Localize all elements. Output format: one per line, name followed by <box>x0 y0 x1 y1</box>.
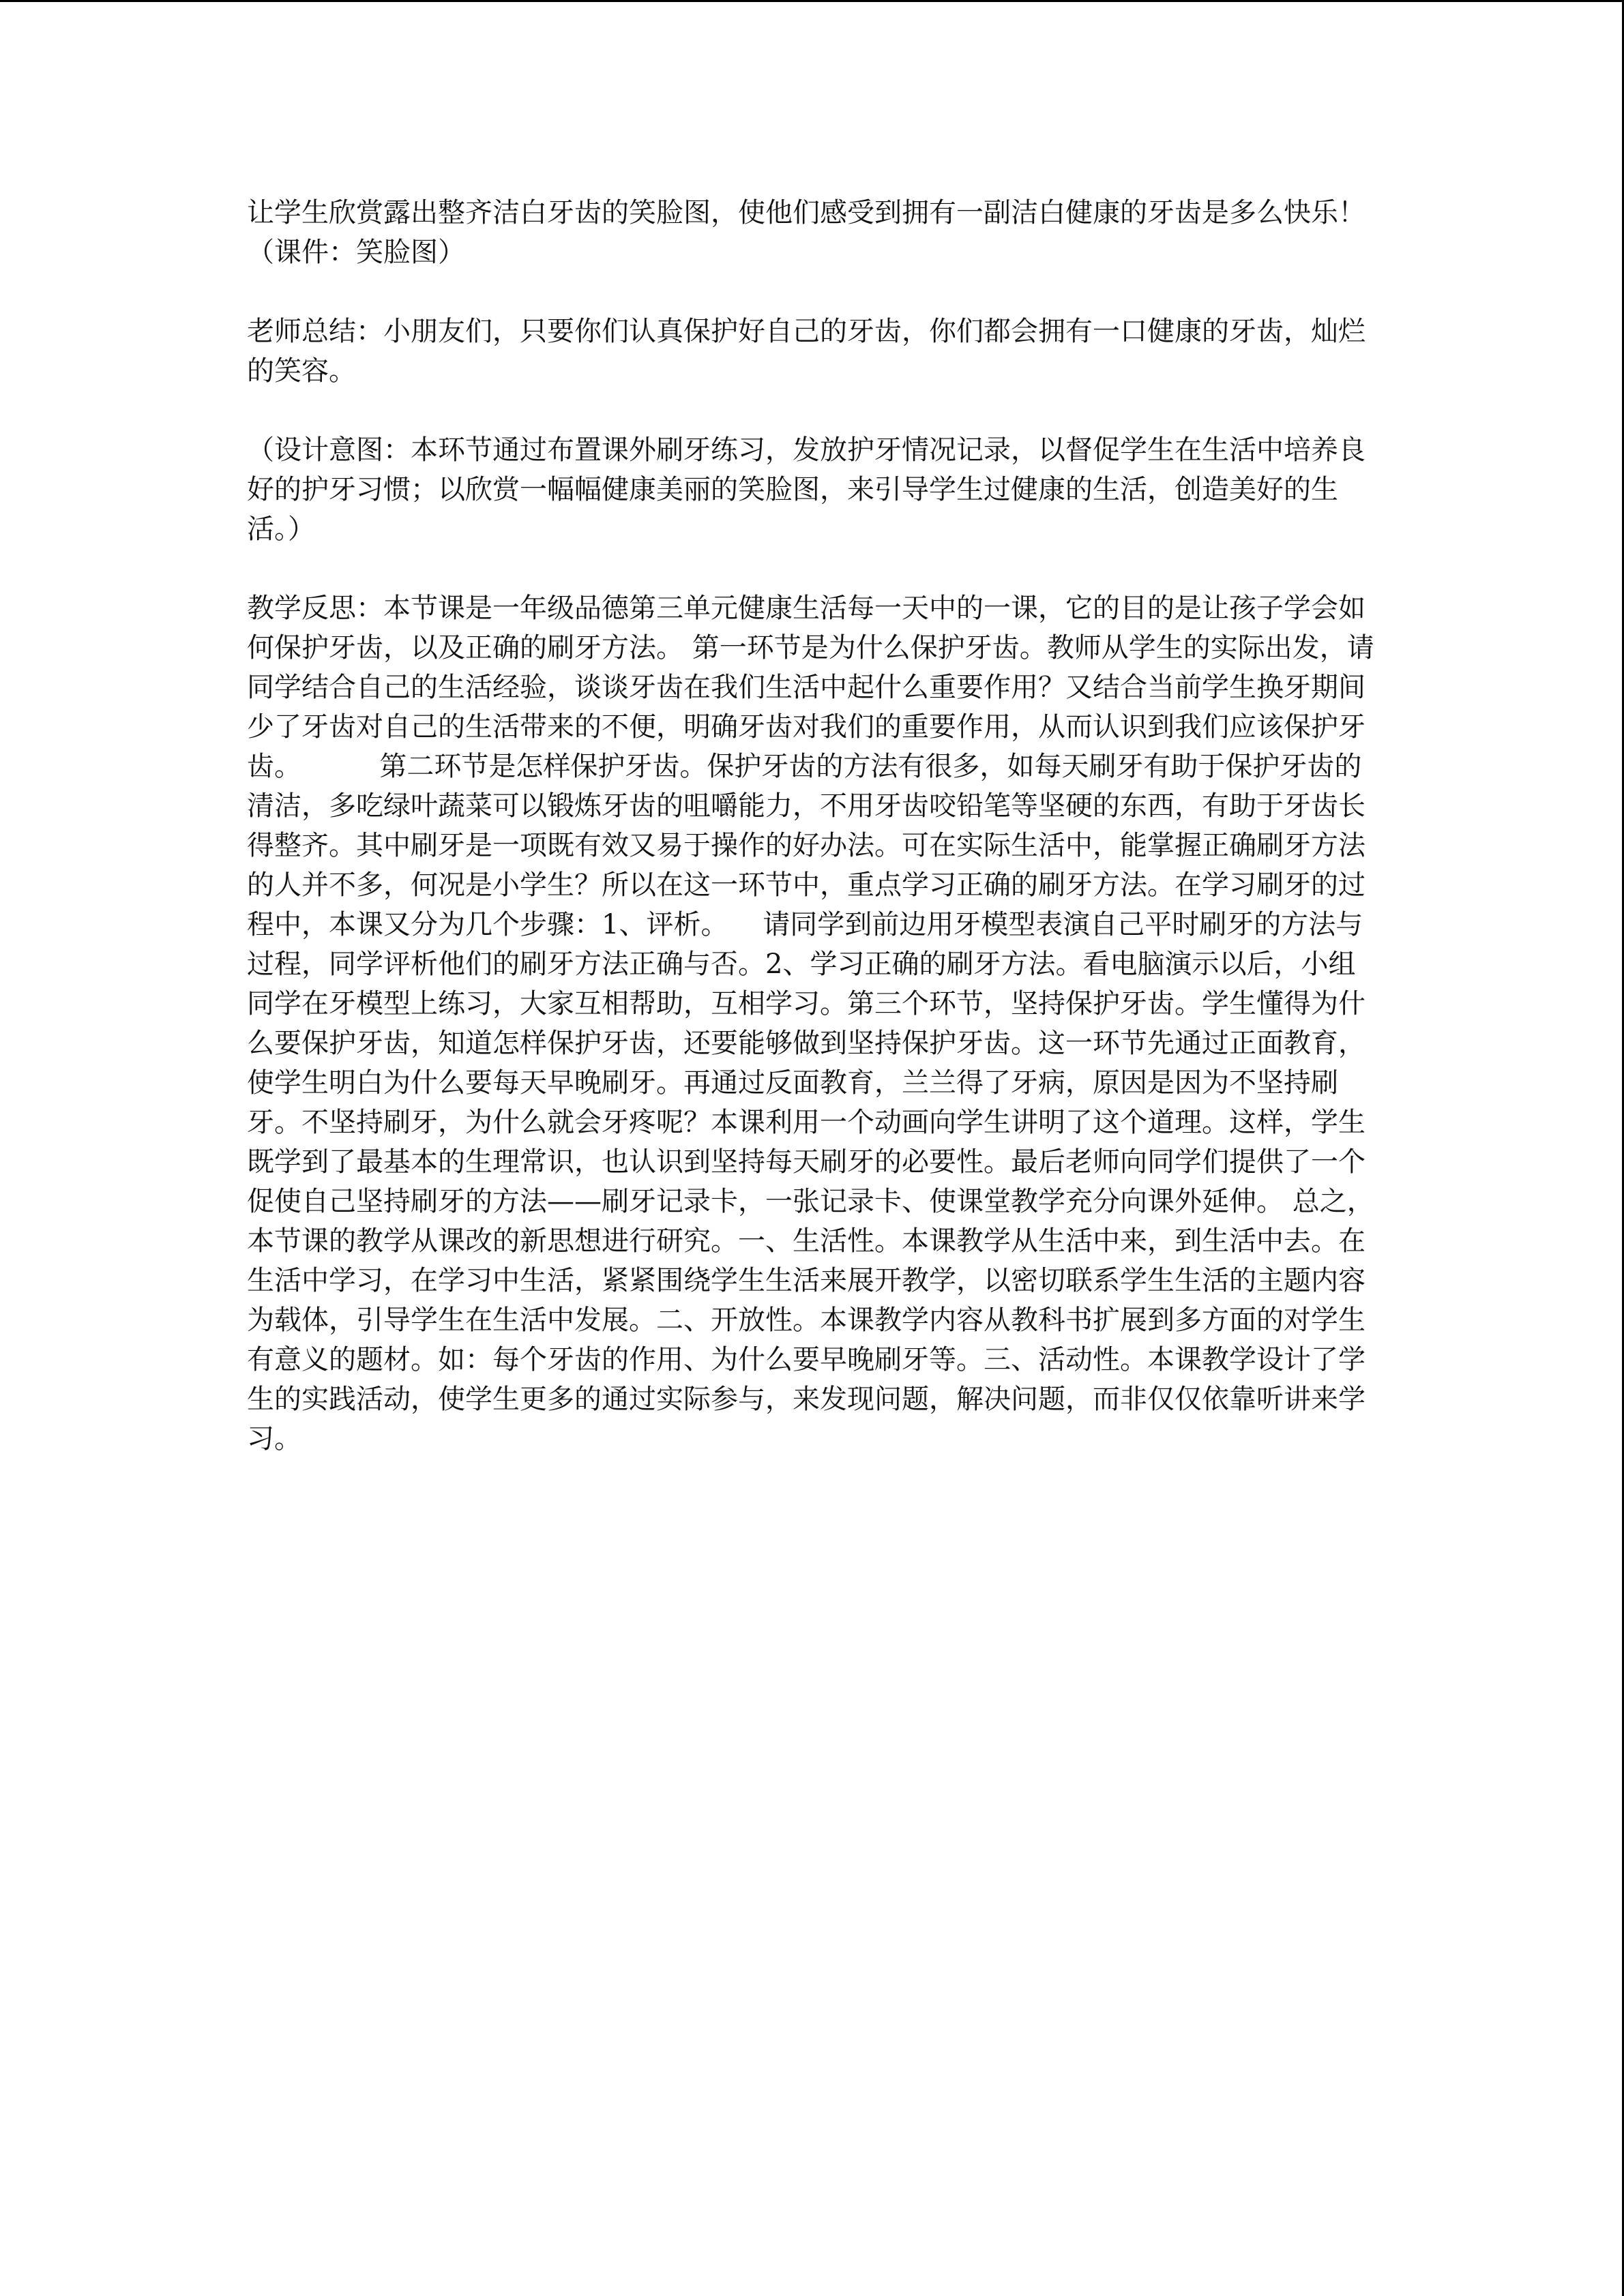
paragraph-gap <box>247 391 1383 430</box>
paragraph-gap <box>247 272 1383 312</box>
document-body <box>247 193 1383 1459</box>
paragraph-teaching-reflection: 教学反思：本节课是一年级品德第三单元健康生活每一天中的一课，它的目的是让孩子学会如何保护牙齿，以及正确的刷牙方法。 第一环节是为什么保护牙齿。教师从学生的实际出发，请同学结合自己的生活经验，谈谈牙齿在我们生活中起什么重要作用？又结合当前学生换牙期间少了牙齿对自己的生活带来的不便，明确牙齿对我们的重要作用，从而认识到我们应该保护牙齿。 第二环节是怎样保护牙齿。保护牙齿的方法有很多，如每天刷牙有助于保护牙齿的清洁，多吃绿叶蔬菜可以锻炼牙齿的咀嚼能力，不用牙齿咬铅笔等坚硬的东西，有助于牙齿长得整齐。其中刷牙是一项既有效又易于操作的好办法。可在实际生活中，能掌握正确刷牙方法的人并不多，何况是小学生？所以在这一环节中，重点学习正确的刷牙方法。在学习刷牙的过程中，本课又分为几个步骤：1、评析。 请同学到前边用牙模型表演自己平时刷牙的方法与过程，同学评析他们的刷牙方法正确与否。2、学习正确的刷牙方法。看电脑演示以后，小组同学在牙模型上练习，大家互相帮助，互相学习。第三个环节，坚持保护牙齿。学生懂得为什么要保护牙齿，知道怎样保护牙齿，还要能够做到坚持保护牙齿。这一环节先通过正面教育，使学生明白为什么要每天早晚刷牙。再通过反面教育，兰兰得了牙病，原因是因为不坚持刷牙。不坚持刷牙，为什么就会牙疼呢？本课利用一个动画向学生讲明了这个道理。这样，学生既学到了最基本的生理常识，也认识到坚持每天刷牙的必要性。最后老师向同学们提供了一个促使自己坚持刷牙的方法——刷牙记录卡，一张记录卡、使课堂教学充分向课外延伸。 总之，本节课的教学从课改的新思想进行研究。一、生活性。本课教学从生活中来，到生活中去。在生活中学习，在学习中生活，紧紧围绕学生生活来展开教学，以密切联系学生生活的主题内容为载体，引导学生在生活中发展。二、开放性。本课教学内容从教科书扩展到多方面的对学生有意义的题材。如：每个牙齿的作用、为什么要早晚刷牙等。三、活动性。本课教学设计了学生的实践活动，使学生更多的通过实际参与，来发现问题，解决问题，而非仅仅依靠听讲来学习。 <box>247 593 1374 1455</box>
paragraph-smile-picture: 让学生欣赏露出整齐洁白牙齿的笑脸图，使他们感受到拥有一副洁白健康的牙齿是多么快乐！（课件：笑脸图） <box>247 197 1365 268</box>
paragraph-design-intent: （设计意图：本环节通过布置课外刷牙练习，发放护牙情况记录，以督促学生在生活中培养良好的护牙习惯；以欣赏一幅幅健康美丽的笑脸图，来引导学生过健康的生活，创造美好的生活。） <box>247 434 1365 545</box>
paragraph-teacher-summary: 老师总结：小朋友们，只要你们认真保护好自己的牙齿，你们都会拥有一口健康的牙齿，灿烂的笑容。 <box>247 316 1365 387</box>
paragraph-gap <box>247 549 1383 588</box>
